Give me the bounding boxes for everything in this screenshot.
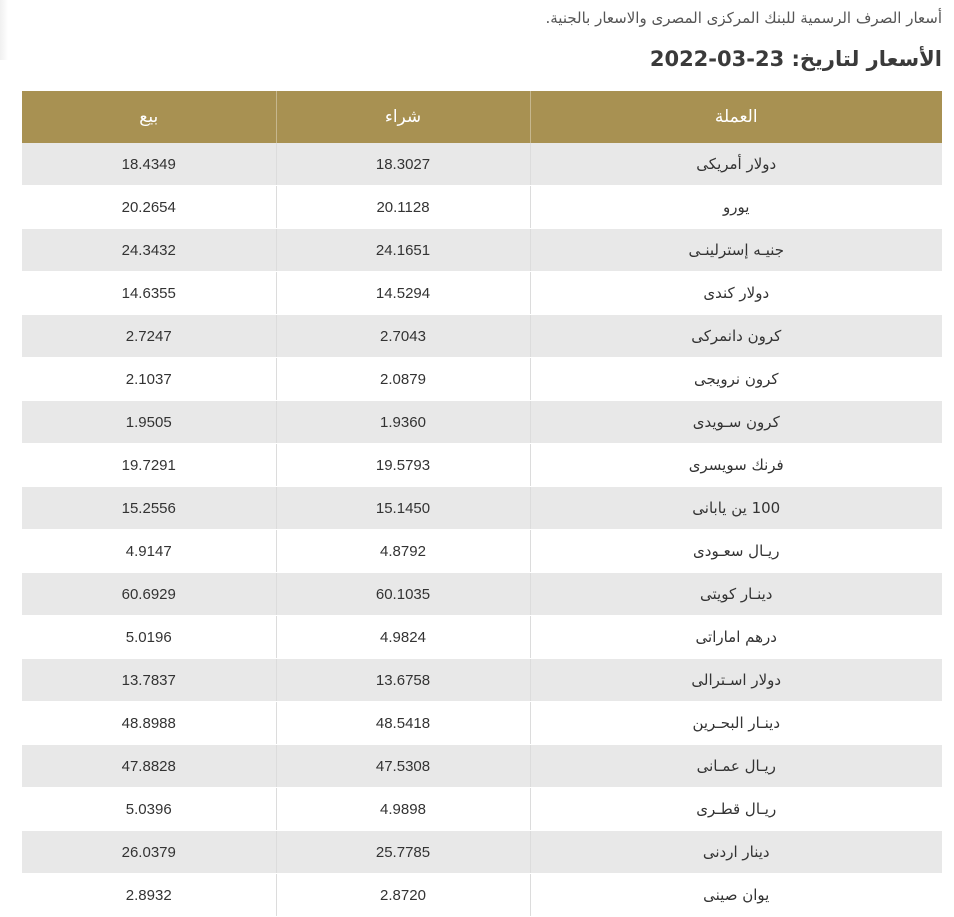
cell-currency: ريـال سعـودى [530, 530, 942, 573]
cell-buy: 19.5793 [276, 444, 530, 487]
table-row [22, 616, 942, 659]
rates-date-title: الأسعار لتاريخ: 23-03-2022 [649, 47, 942, 71]
cell-currency: 100 ين يابانى [530, 487, 942, 530]
cell-sell: 2.1037 [22, 358, 276, 401]
cell-currency: درهم اماراتى [530, 616, 942, 659]
cell-buy: 60.1035 [276, 573, 530, 616]
table-body [22, 143, 942, 917]
cell-buy: 2.0879 [276, 358, 530, 401]
table-row [22, 702, 942, 745]
cell-sell: 60.6929 [22, 573, 276, 616]
cell-buy: 4.9824 [276, 616, 530, 659]
cell-sell: 5.0196 [22, 616, 276, 659]
cell-sell: 13.7837 [22, 659, 276, 702]
cell-buy: 18.3027 [276, 143, 530, 186]
cell-currency: ريـال عمـانى [530, 745, 942, 788]
cell-buy: 4.9898 [276, 788, 530, 831]
cell-currency: دينـار كويتى [530, 573, 942, 616]
column-header-currency: العملة [530, 91, 942, 143]
cell-sell: 4.9147 [22, 530, 276, 573]
cell-buy: 13.6758 [276, 659, 530, 702]
cell-buy: 14.5294 [276, 272, 530, 315]
cell-currency: دينـار البحـرين [530, 702, 942, 745]
cell-currency: دولار أمريكى [530, 143, 942, 186]
cell-buy: 2.7043 [276, 315, 530, 358]
table-row [22, 788, 942, 831]
cell-currency: دينار اردنى [530, 831, 942, 874]
cell-buy: 24.1651 [276, 229, 530, 272]
cell-sell: 5.0396 [22, 788, 276, 831]
cell-sell: 15.2556 [22, 487, 276, 530]
table-row [22, 659, 942, 702]
cell-buy: 4.8792 [276, 530, 530, 573]
table-row [22, 530, 942, 573]
cell-buy: 20.1128 [276, 186, 530, 229]
table-header [22, 91, 942, 143]
cell-sell: 19.7291 [22, 444, 276, 487]
table-row [22, 358, 942, 401]
cell-sell: 26.0379 [22, 831, 276, 874]
column-header-buy: شراء [276, 91, 530, 143]
table-row [22, 487, 942, 530]
table-row [22, 444, 942, 487]
page-subtitle: أسعار الصرف الرسمية للبنك المركزى المصرى والاسعار بالجنية. [545, 9, 942, 27]
table-row [22, 831, 942, 874]
cell-currency: يورو [530, 186, 942, 229]
cell-buy: 15.1450 [276, 487, 530, 530]
cell-sell: 2.7247 [22, 315, 276, 358]
table-row [22, 573, 942, 616]
exchange-rates-table [22, 91, 942, 917]
table-row [22, 874, 942, 917]
cell-buy: 48.5418 [276, 702, 530, 745]
cell-sell: 20.2654 [22, 186, 276, 229]
page-edge-shadow [0, 0, 8, 60]
cell-sell: 18.4349 [22, 143, 276, 186]
table-row [22, 143, 942, 186]
cell-buy: 2.8720 [276, 874, 530, 917]
cell-buy: 47.5308 [276, 745, 530, 788]
cell-currency: دولار اسـترالى [530, 659, 942, 702]
cell-currency: كرون سـويدى [530, 401, 942, 444]
table-row [22, 229, 942, 272]
cell-currency: جنيـه إسترلينـى [530, 229, 942, 272]
cell-buy: 25.7785 [276, 831, 530, 874]
table-row [22, 401, 942, 444]
cell-currency: فرنك سويسرى [530, 444, 942, 487]
cell-sell: 2.8932 [22, 874, 276, 917]
cell-sell: 24.3432 [22, 229, 276, 272]
cell-currency: يوان صينى [530, 874, 942, 917]
cell-currency: كرون دانمركى [530, 315, 942, 358]
cell-sell: 47.8828 [22, 745, 276, 788]
cell-buy: 1.9360 [276, 401, 530, 444]
cell-sell: 14.6355 [22, 272, 276, 315]
table-row [22, 745, 942, 788]
cell-sell: 1.9505 [22, 401, 276, 444]
table-row [22, 186, 942, 229]
table-row [22, 315, 942, 358]
cell-currency: كرون نرويجى [530, 358, 942, 401]
cell-sell: 48.8988 [22, 702, 276, 745]
cell-currency: ريـال قطـرى [530, 788, 942, 831]
cell-currency: دولار كندى [530, 272, 942, 315]
table-row [22, 272, 942, 315]
column-header-sell: بيع [22, 91, 276, 143]
